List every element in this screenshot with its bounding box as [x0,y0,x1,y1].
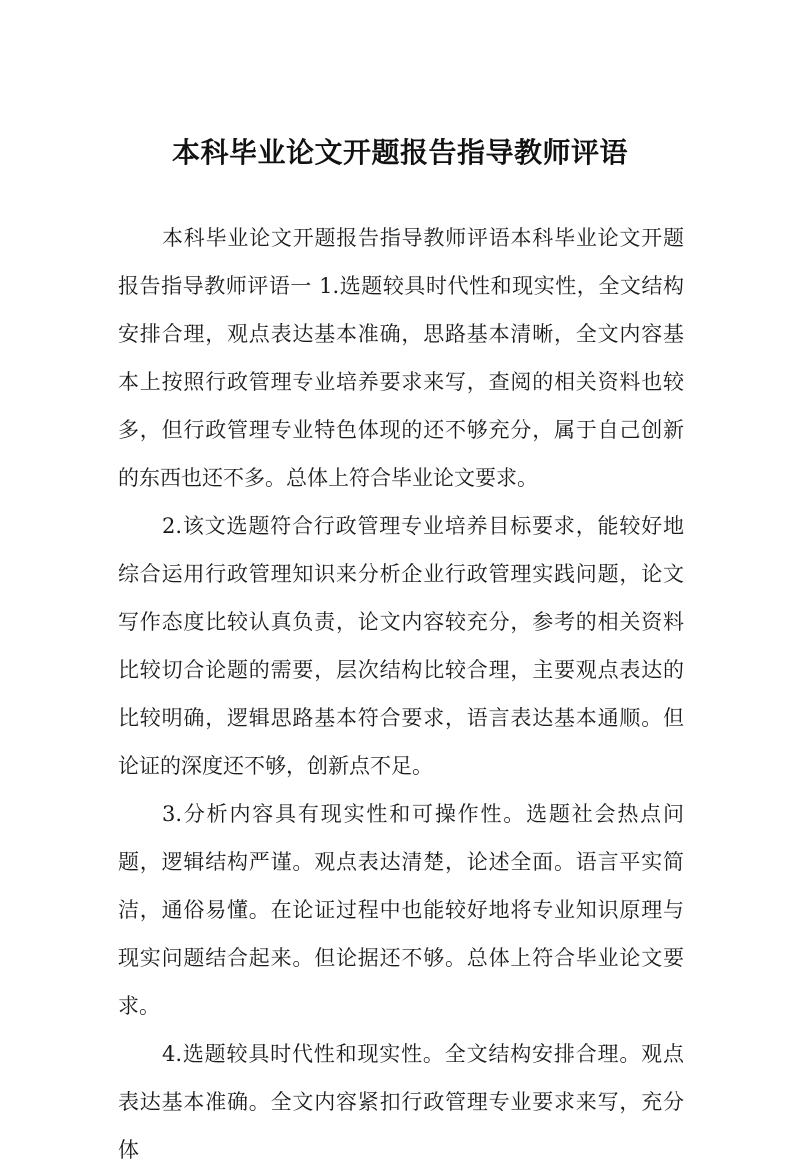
document-body [118,214,684,1174]
document-title: 本科毕业论文开题报告指导教师评语 [171,136,628,169]
paragraph-2: 2.该文选题符合行政管理专业培养目标要求，能较好地综合运用行政管理知识来分析企业行政管理实践问题，论文写作态度比较认真负责，论文内容较充分，参考的相关资料比较切合论题的需要，层次结构比较合理，主要观点表达的比较明确，逻辑思路基本符合要求，语言表达基本通顺。但论证的深度还不够，创新点不足。 [118,514,684,778]
paragraph-3: 3.分析内容具有现实性和可操作性。选题社会热点问题，逻辑结构严谨。观点表达清楚，论述全面。语言平实简洁，通俗易懂。在论证过程中也能较好地将专业知识原理与现实问题结合起来。但论据还不够。总体上符合毕业论文要求。 [118,802,684,1018]
paragraph-4: 4.选题较具时代性和现实性。全文结构安排合理。观点表达基本准确。全文内容紧扣行政管理专业要求来写，充分体 [118,1042,684,1162]
paragraph-1: 本科毕业论文开题报告指导教师评语本科毕业论文开题报告指导教师评语一 1.选题较具时代性和现实性，全文结构安排合理，观点表达基本准确，思路基本清晰，全文内容基本上按照行政管理专业培养要求来写，查阅的相关资料也较多，但行政管理专业特色体现的还不够充分，属于自己创新的东西也还不多。总体上符合毕业论文要求。 [118,226,684,490]
